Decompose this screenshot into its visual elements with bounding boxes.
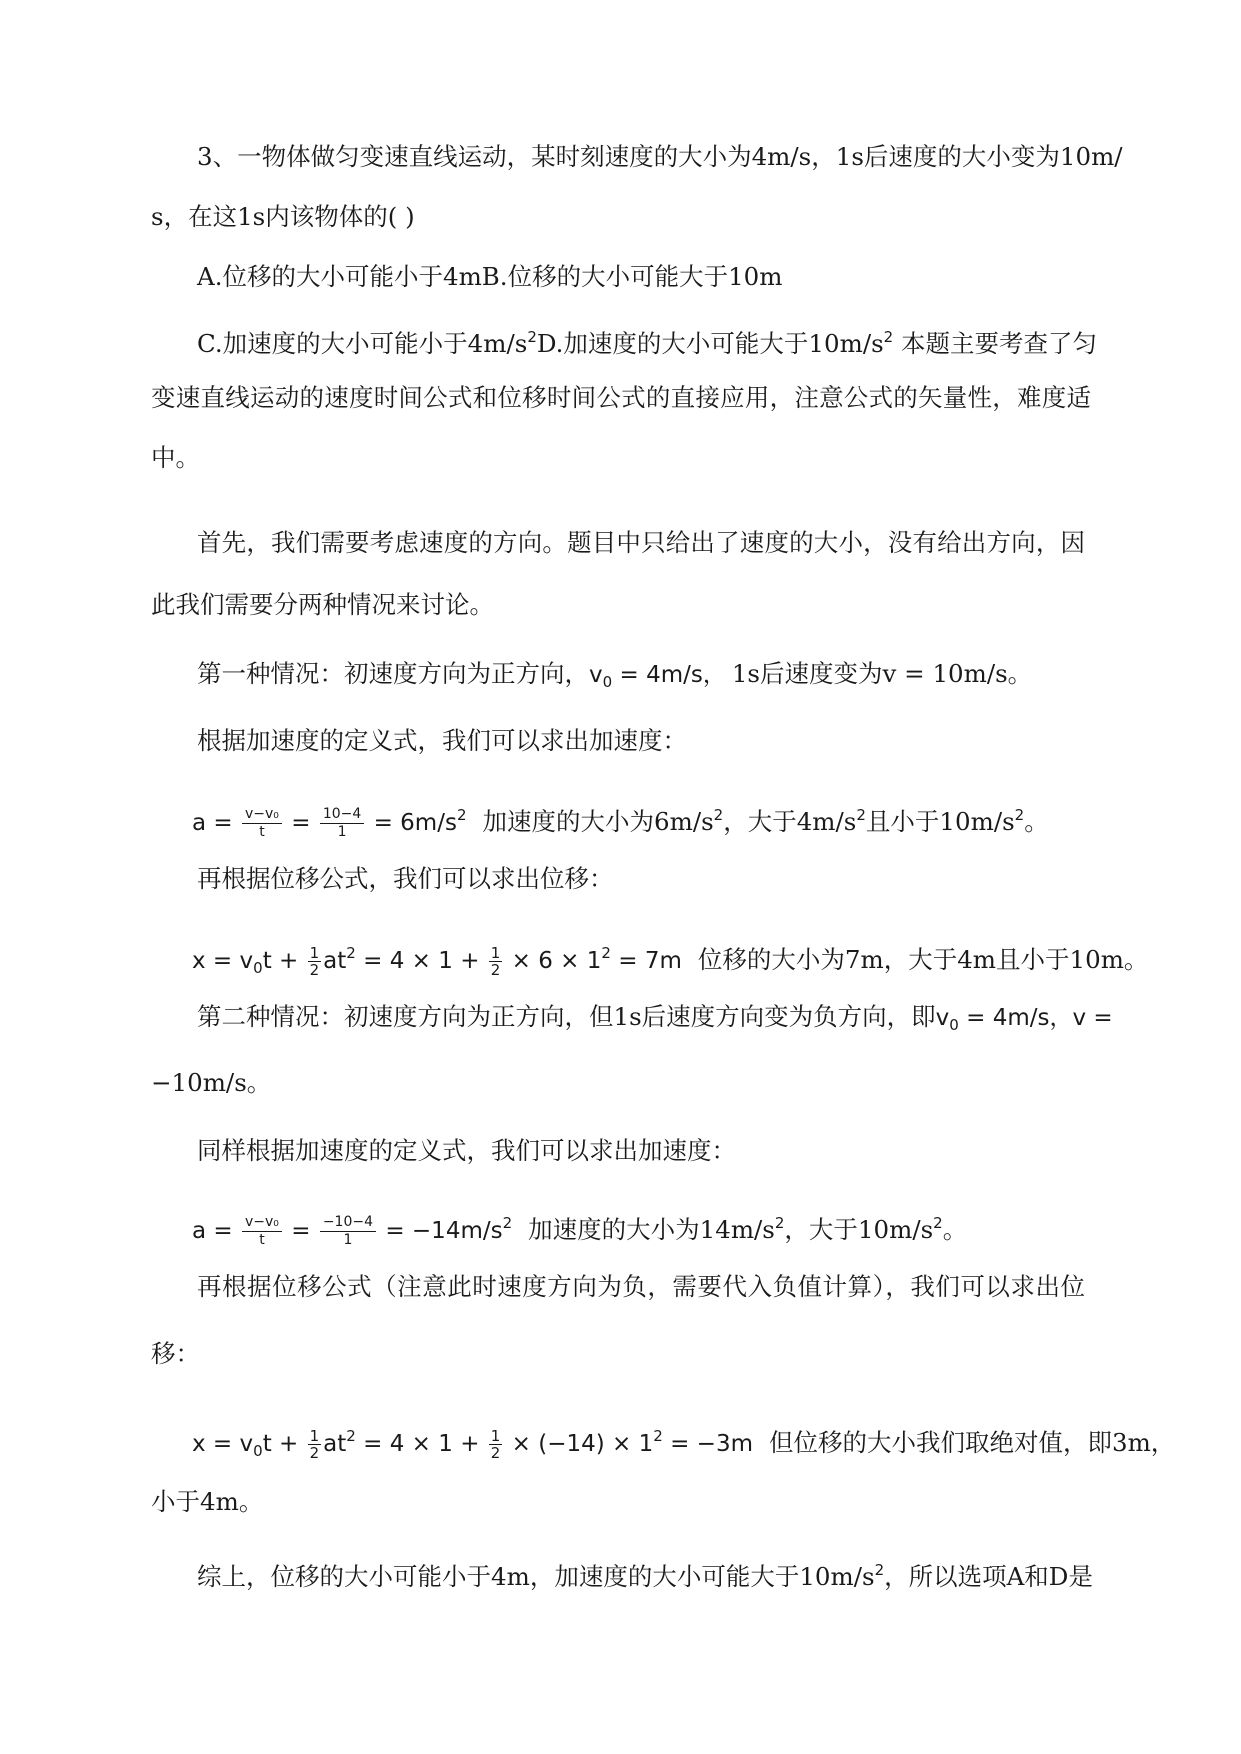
case1-accel-intro	[197, 724, 687, 758]
case2-disp-cont	[151, 1485, 263, 1519]
frac-num: 10−4	[320, 806, 364, 824]
exponent: 2	[653, 1427, 663, 1445]
frac-den: 2	[490, 1444, 501, 1462]
case2-cont-text: −10m/s。	[151, 1068, 272, 1097]
fraction-values	[320, 806, 364, 841]
case2-heading	[197, 1000, 1113, 1034]
expr: = 4 × 1 +	[355, 948, 487, 974]
x-equals: x =	[192, 1431, 240, 1457]
case2-disp-intro	[197, 1270, 1085, 1304]
disp-result: = 7m	[610, 948, 682, 974]
fraction-half	[489, 1428, 503, 1461]
frac-num: 1	[309, 1427, 320, 1445]
exponent: 2	[502, 1214, 513, 1232]
disp-formula	[192, 944, 682, 979]
analysis-line-2	[151, 381, 1091, 415]
subscript: 0	[949, 1016, 959, 1034]
frac-num: v−v₀	[242, 1214, 282, 1232]
conclusion-text: 综上，位移的大小可能小于4m，加速度的大小可能大于10m/s	[197, 1562, 875, 1591]
case2-accel-intro	[197, 1134, 736, 1168]
frac-num: v−v₀	[242, 806, 282, 824]
exponent: 2	[601, 944, 611, 962]
conclusion	[197, 1553, 1093, 1591]
fraction-half	[308, 1428, 322, 1461]
intro-text: 首先，我们需要考虑速度的方向。题目中只给出了速度的大小，没有给出方向，因	[197, 528, 1085, 557]
disp-intro-text: 再根据位移公式（注意此时速度方向为负，需要代入负值计算），我们可以求出位	[197, 1272, 1085, 1301]
fraction-half	[489, 945, 503, 978]
accel-text: 。	[942, 1215, 968, 1244]
intro-text-cont: 此我们需要分两种情况来讨论。	[151, 590, 494, 619]
exponent: 2	[346, 1427, 356, 1445]
accel-formula	[192, 1214, 513, 1248]
options-ab	[197, 260, 783, 294]
intro-line-2	[151, 588, 494, 622]
intro-line-1	[197, 526, 1085, 560]
case2-head-text: 第二种情况：初速度方向为正方向，但1s后速度方向变为负方向，即	[197, 1002, 936, 1031]
frac-den: 1	[343, 1232, 353, 1248]
case1-head-text: 第一种情况：初速度方向为正方向，	[197, 659, 589, 688]
case2-disp-intro-cont	[151, 1337, 200, 1371]
options-cd-analysis	[197, 320, 1097, 358]
question-text: 3、一物体做匀变速直线运动，某时刻速度的大小为4m/s，1s后速度的大小变为10m/	[197, 142, 1123, 171]
fraction-half	[308, 945, 322, 978]
case1-disp-intro	[197, 862, 614, 896]
case1-tail-text: 1s后速度变为v = 10m/s。	[731, 659, 1033, 688]
accel-text: ，大于4m/s	[723, 807, 857, 836]
expr: × 6 × 1	[504, 948, 602, 974]
accel-formula	[192, 806, 467, 840]
disp-text: 但位移的大小我们取绝对值，即3m，	[768, 1428, 1176, 1457]
exponent: 2	[874, 1561, 885, 1579]
accel-intro-text: 同样根据加速度的定义式，我们可以求出加速度：	[197, 1136, 736, 1165]
var-v: v	[239, 1431, 254, 1457]
accel-text: 加速度的大小为6m/s	[482, 807, 714, 836]
frac-num: 1	[490, 944, 501, 962]
exponent: 2	[933, 1214, 943, 1232]
case2-heading-cont	[151, 1066, 271, 1100]
exponent: 2	[456, 806, 467, 824]
exponent: 2	[713, 806, 724, 824]
disp-text: 位移的大小为7m，大于4m且小于10m。	[697, 945, 1149, 974]
question-line-1	[197, 140, 1123, 174]
conclusion-text-cont: ，所以选项A和D是	[884, 1562, 1093, 1591]
x-equals: x =	[192, 948, 240, 974]
case2-accel-equation	[192, 1200, 967, 1246]
accel-text: ，大于10m/s	[784, 1215, 934, 1244]
frac-den: 1	[337, 824, 347, 840]
disp-intro-cont: 移：	[151, 1339, 200, 1368]
exponent: 2	[883, 328, 894, 346]
equals: =	[283, 1218, 318, 1244]
var-v: v	[589, 662, 603, 688]
fraction-values	[320, 1214, 376, 1249]
analysis-line-3	[151, 441, 200, 475]
expr: t +	[262, 948, 306, 974]
exponent: 2	[527, 328, 537, 346]
expr: t +	[262, 1431, 306, 1457]
a-equals: a =	[192, 1218, 240, 1244]
v0-value: = 4m/s，	[612, 662, 726, 688]
exponent: 2	[1014, 806, 1025, 824]
option-c-text: C.加速度的大小可能小于4m/s	[197, 329, 528, 358]
subscript: 0	[253, 1442, 263, 1460]
a-equals: a =	[192, 810, 240, 836]
exponent: 2	[346, 944, 356, 962]
frac-num: 1	[309, 944, 320, 962]
subscript: 0	[253, 959, 263, 977]
case1-heading	[197, 657, 1032, 691]
frac-den: t	[259, 1232, 265, 1248]
accel-text: 。	[1024, 807, 1049, 836]
subscript: 0	[602, 673, 613, 691]
accel-text: 加速度的大小为14m/s	[528, 1215, 775, 1244]
equals: =	[283, 810, 318, 836]
disp-cont-text: 小于4m。	[151, 1487, 264, 1516]
frac-den: 2	[309, 1444, 320, 1462]
question-line-2	[151, 200, 415, 234]
frac-num: −10−4	[320, 1214, 376, 1232]
question-text-cont: s，在这1s内该物体的( )	[151, 202, 415, 231]
frac-den: 2	[490, 961, 501, 979]
accel-text: 且小于10m/s	[865, 807, 1015, 836]
options-ab-text: A.位移的大小可能小于4mB.位移的大小可能大于10m	[197, 262, 783, 291]
var-v: v	[935, 1005, 950, 1031]
var-v: v	[239, 948, 254, 974]
v0-value: = 4m/s，v =	[958, 1005, 1113, 1031]
expr: = 4 × 1 +	[355, 1431, 487, 1457]
disp-result: = −3m	[662, 1431, 753, 1457]
exponent: 2	[774, 1214, 785, 1232]
analysis-text: 本题主要考查了匀	[893, 329, 1097, 358]
frac-den: 2	[309, 961, 320, 979]
exponent: 2	[856, 806, 866, 824]
disp-intro-text: 再根据位移公式，我们可以求出位移：	[197, 864, 614, 893]
analysis-text-cont: 变速直线运动的速度时间公式和位移时间公式的直接应用，注意公式的矢量性，难度适	[151, 383, 1091, 412]
analysis-text-end: 中。	[151, 443, 200, 472]
expr: × (−14) × 1	[504, 1431, 654, 1457]
accel-result: = −14m/s	[378, 1218, 503, 1244]
frac-num: 1	[490, 1427, 501, 1445]
expr: at	[323, 948, 347, 974]
fraction-v-v0-over-t	[242, 1214, 282, 1249]
case1-accel-equation	[192, 792, 1049, 838]
fraction-v-v0-over-t	[242, 806, 282, 841]
option-d-text: D.加速度的大小可能大于10m/s	[536, 329, 884, 358]
frac-den: t	[259, 824, 265, 840]
case2-disp-equation	[192, 1413, 1176, 1462]
accel-result: = 6m/s	[366, 810, 457, 836]
accel-intro-text: 根据加速度的定义式，我们可以求出加速度：	[197, 726, 687, 755]
case1-disp-equation	[192, 930, 1149, 979]
expr: at	[323, 1431, 347, 1457]
disp-formula	[192, 1427, 753, 1462]
